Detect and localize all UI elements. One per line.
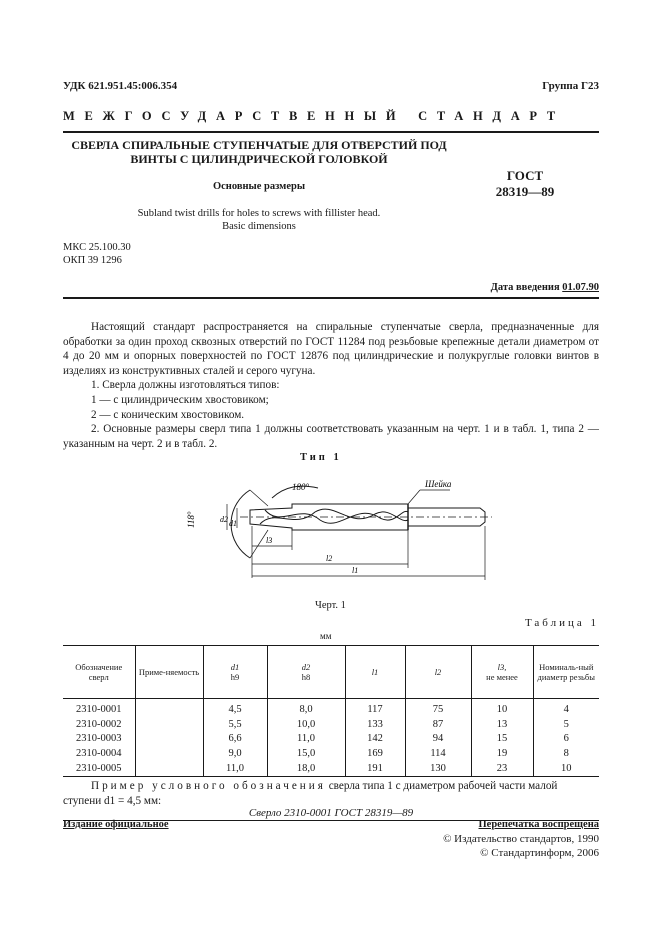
table-cell: 4 [533, 699, 599, 718]
english-title-line-1: Subland twist drills for holes to screws with fillister head. [137, 208, 381, 219]
document-title [63, 138, 455, 166]
header-l1: l1 [345, 646, 405, 699]
table-cell: 8,0 [267, 699, 345, 718]
table-cell: 5,5 [203, 718, 267, 733]
classification-codes [63, 241, 131, 267]
example-line-1 [63, 779, 599, 794]
table-cell [135, 699, 203, 718]
header-l2: l2 [405, 646, 471, 699]
table-cell: 5 [533, 718, 599, 733]
table-cell: 15 [471, 732, 533, 747]
english-title [63, 207, 455, 233]
table-cell: 2310-0002 [63, 718, 135, 733]
label-l2: l2 [326, 554, 333, 563]
dimensions-table [63, 645, 599, 777]
table-cell: 15,0 [267, 747, 345, 762]
table-cell: 13 [471, 718, 533, 733]
example-text: сверла типа 1 с диаметром рабочей части малой [328, 780, 558, 792]
standard-banner: МЕЖГОСУДАРСТВЕННЫЙ СТАНДАРТ [63, 109, 565, 123]
intro-date-label: Дата введения [490, 282, 560, 293]
table-cell: 4,5 [203, 699, 267, 718]
gost-number: 28319—89 [495, 184, 555, 199]
table-header-row [63, 646, 599, 699]
figure-type-label: Тип 1 [300, 452, 342, 463]
table-cell: 117 [345, 699, 405, 718]
example-block [63, 779, 599, 808]
title-line-2: ВИНТЫ С ЦИЛИНДРИЧЕСКОЙ ГОЛОВКОЙ [130, 152, 388, 166]
paragraph-types: 1. Сверла должны изготовляться типов: [91, 379, 280, 392]
table-cell: 94 [405, 732, 471, 747]
table-cell: 10 [471, 699, 533, 718]
table-cell: 130 [405, 761, 471, 776]
table-row [63, 699, 599, 718]
official-edition: Издание официальное [63, 819, 169, 830]
table-cell: 10,0 [267, 718, 345, 733]
title-line-1: СВЕРЛА СПИРАЛЬНЫЕ СТУПЕНЧАТЫЕ ДЛЯ ОТВЕРСТИЙ ПОД [71, 138, 447, 152]
table-cell: 10 [533, 761, 599, 776]
table-cell: 11,0 [203, 761, 267, 776]
introduction-date [491, 282, 599, 293]
table-cell: 114 [405, 747, 471, 762]
table-cell: 169 [345, 747, 405, 762]
paragraph-type-1: 1 — с цилиндрическим хвостовиком; [91, 393, 269, 406]
reprint-notice: Перепечатка воспрещена [478, 819, 599, 830]
header-application: Приме-няемость [135, 646, 203, 699]
header-divider [63, 131, 599, 133]
table-cell: 142 [345, 732, 405, 747]
table-row [63, 718, 599, 733]
table-cell: 6,6 [203, 732, 267, 747]
table-cell [135, 761, 203, 776]
header-nominal-diameter: Номиналь-ный диаметр резьбы [533, 646, 599, 699]
table-cell: 8 [533, 747, 599, 762]
table-cell: 75 [405, 699, 471, 718]
table-cell: 2310-0003 [63, 732, 135, 747]
paragraph-type-2: 2 — с коническим хвостовиком. [91, 408, 245, 421]
copyright-2: © Стандартинформ, 2006 [480, 847, 599, 859]
table-cell [135, 718, 203, 733]
table-cell: 9,0 [203, 747, 267, 762]
table-cell [135, 747, 203, 762]
gost-label: ГОСТ [506, 168, 544, 183]
table-cell: 11,0 [267, 732, 345, 747]
drill-drawing [180, 468, 500, 598]
table-cell: 133 [345, 718, 405, 733]
table-cell: 191 [345, 761, 405, 776]
table-cell: 19 [471, 747, 533, 762]
table-cell: 23 [471, 761, 533, 776]
label-angle-118: 118° [186, 511, 196, 528]
table-cell [135, 732, 203, 747]
table-cell: 87 [405, 718, 471, 733]
intro-date-value: 01.07.90 [562, 282, 599, 293]
label-d2: d2 [220, 515, 228, 524]
mks-code: МКС 25.100.30 [63, 242, 131, 253]
table-unit: мм [320, 631, 332, 641]
table-cell: 2310-0004 [63, 747, 135, 762]
table-label: Таблица 1 [524, 617, 599, 629]
table-cell: 18,0 [267, 761, 345, 776]
table-row [63, 747, 599, 762]
okp-code: ОКП 39 1296 [63, 255, 122, 266]
example-line-2: ступени d1 = 4,5 мм: [63, 794, 162, 807]
label-l1: l1 [352, 566, 359, 575]
table-cell: 6 [533, 732, 599, 747]
label-angle-180: 180° [292, 482, 310, 492]
table-cell: 2310-0005 [63, 761, 135, 776]
body-text [63, 320, 599, 451]
table-cell: 2310-0001 [63, 699, 135, 718]
copyright-1: © Издательство стандартов, 1990 [443, 833, 599, 845]
table-row [63, 732, 599, 747]
header-d1: d1 h9 [203, 646, 267, 699]
subtitle: Основные размеры [212, 181, 306, 192]
gost-designation [485, 168, 565, 200]
copyright-block [443, 832, 599, 860]
paragraph-dimensions: 2. Основные размеры сверл типа 1 должны соответствовать указанным на черт. 1 и в табл. 1, типа 2 — указанным на черт. 2 и в табл. 2. [63, 423, 599, 450]
example-lead: Пример условного обозначения [91, 780, 326, 792]
label-l3: l3 [266, 536, 273, 545]
english-title-line-2: Basic dimensions [222, 221, 296, 232]
header-d2: d2 h8 [267, 646, 345, 699]
paragraph-scope: Настоящий стандарт распространяется на спиральные ступенчатые сверла, предназначенные для обработки за один проход сквозных отверстий по ГОСТ 11284 под резьбовые крепежные детали диаметром от 4 до 20 мм и опорных поверхностей по ГОСТ 12876 под цилиндрические и полукруглые головки винтов в изделиях из конструктивных сталей и серого чугуна. [63, 321, 599, 377]
intro-divider [63, 297, 599, 299]
label-d1: d1 [229, 519, 237, 528]
figure-caption: Черт. 1 [315, 600, 346, 611]
label-neck: Шейка [425, 479, 452, 489]
table-body [63, 699, 599, 777]
example-designation: Сверло 2310-0001 ГОСТ 28319—89 [63, 806, 599, 821]
udc-code: УДК 621.951.45:006.354 [63, 80, 178, 92]
group-code: Группа Г23 [542, 80, 599, 92]
header-l3: l3, не менее [471, 646, 533, 699]
table-row [63, 761, 599, 776]
header-designation: Обозначение сверл [63, 646, 135, 699]
